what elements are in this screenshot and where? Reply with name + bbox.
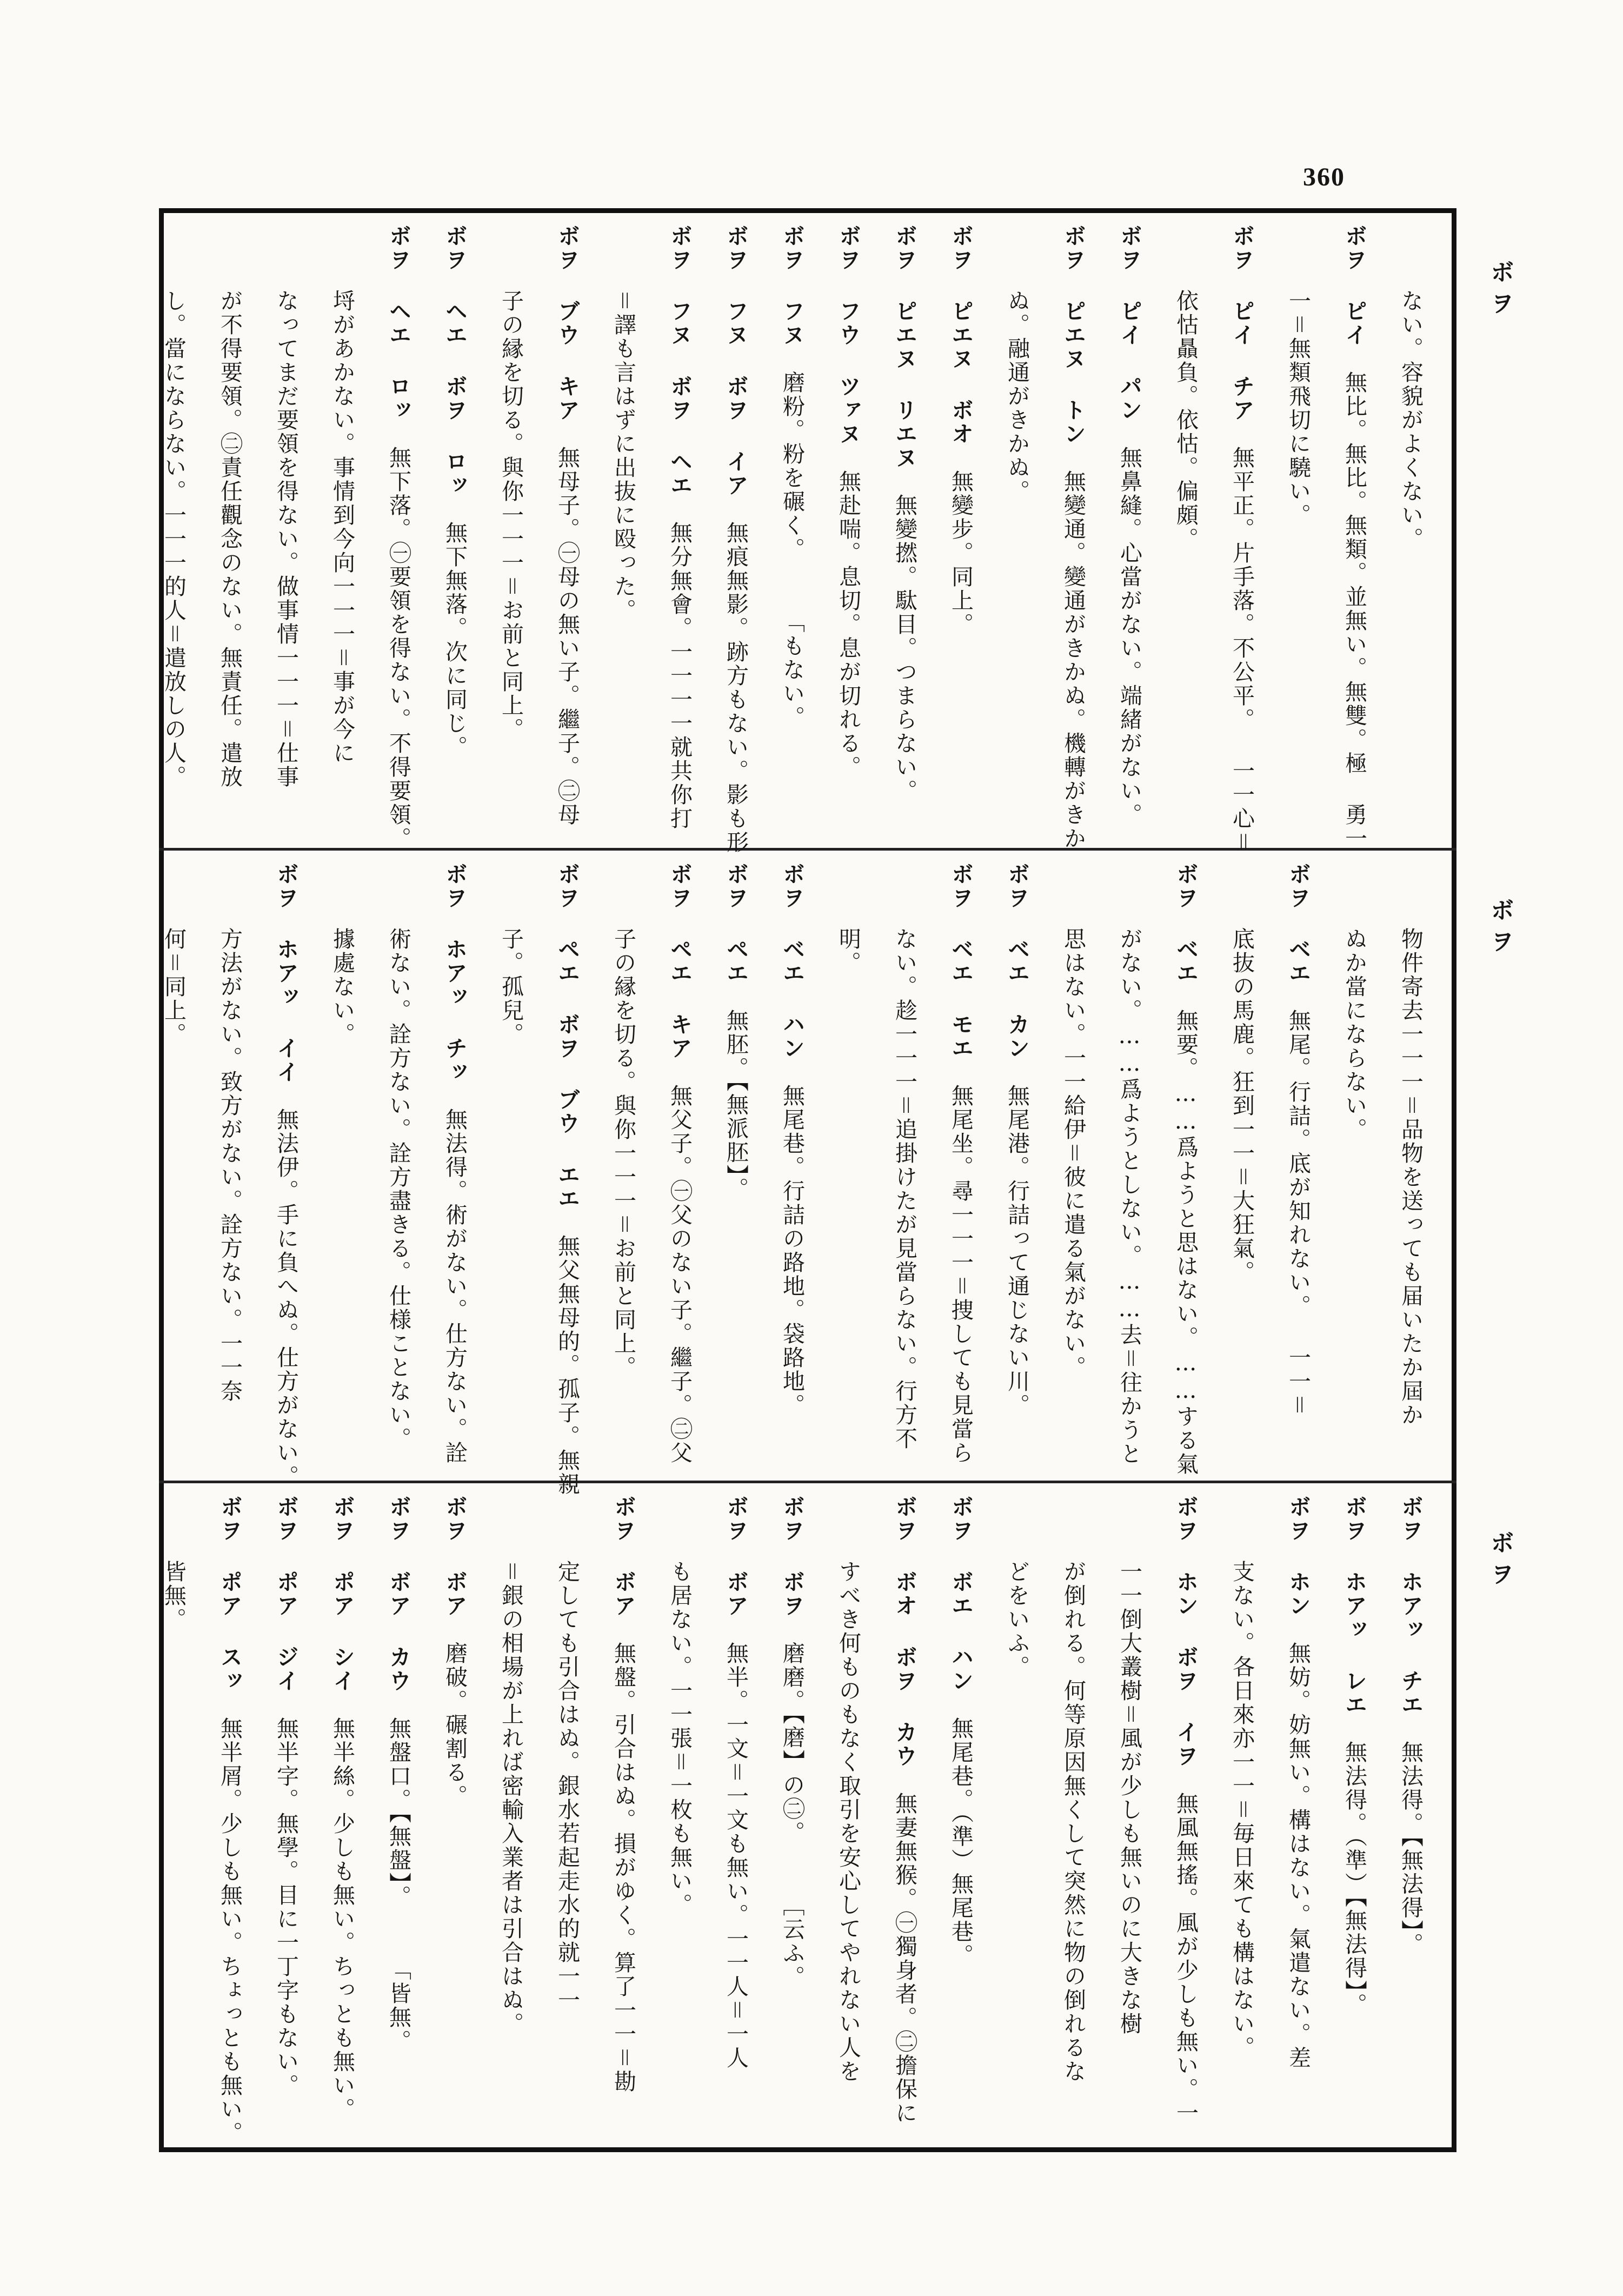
entry-continuation: 一＝無類飛切に驍い。 bbox=[1285, 289, 1311, 527]
entry-definition: 無半字。無學。目に一丁字もない。 bbox=[273, 1717, 299, 2098]
entry-headword-reading: ボヲ ベエ bbox=[1285, 862, 1311, 985]
text-column bbox=[876, 1495, 933, 2139]
entry-continuation: 術ない。詮方ない。詮方盡きる。仕様ことない。 bbox=[385, 927, 411, 1451]
entry-headword-reading: ボヲ ピイ パン bbox=[1116, 224, 1142, 422]
entry-headword-reading: ボヲ ボエ ハン bbox=[948, 1495, 974, 1693]
entry-definition: 無平正。片手落。不公平。 一一心＝ bbox=[1229, 446, 1255, 854]
entry-headword-reading: ボヲ ボヲ bbox=[779, 1495, 805, 1618]
text-column bbox=[876, 224, 933, 835]
page-number: 360 bbox=[1303, 163, 1345, 191]
entry-definition: 無法得。【無法得】。 bbox=[1398, 1741, 1424, 1956]
text-column bbox=[314, 862, 370, 1468]
entry-headword-reading: ボヲ ホン bbox=[1285, 1495, 1311, 1618]
entry-continuation: ぬか當にならない。 bbox=[1341, 927, 1367, 1142]
entry-headword-reading: ボヲ ヘエ ボヲ ロッ bbox=[442, 224, 468, 497]
entry-continuation: 子。孤兒。 bbox=[498, 927, 524, 1046]
entry-headword-reading: ボヲ ブウ キア bbox=[554, 224, 580, 422]
text-column bbox=[820, 862, 876, 1468]
entry-definition: 無法得。術がない。仕方ない。詮 bbox=[442, 1108, 468, 1465]
band-label: ボヲ bbox=[1486, 898, 1514, 960]
text-column bbox=[1270, 862, 1326, 1468]
text-column bbox=[1101, 1495, 1158, 2139]
text-column bbox=[258, 1495, 314, 2139]
entry-continuation: 子の縁を切る。與你一一一＝お前と同上。 bbox=[610, 927, 636, 1379]
text-column bbox=[427, 224, 483, 835]
text-column bbox=[708, 224, 764, 854]
entry-definition: 無尾巷。行詰の路地。袋路地。 bbox=[779, 1084, 805, 1417]
entry-continuation: なってまだ要領を得ない。做事情一一一＝仕事 bbox=[273, 289, 299, 789]
entry-headword-reading: ボヲ ポア シイ bbox=[329, 1495, 355, 1693]
text-column bbox=[1382, 862, 1439, 1468]
text-column bbox=[1101, 862, 1158, 1468]
text-column bbox=[483, 862, 539, 1468]
entry-continuation: どをいふ。 bbox=[1004, 1560, 1030, 1679]
text-column bbox=[1101, 224, 1158, 835]
entry-headword-reading: ボヲ ボア bbox=[610, 1495, 636, 1618]
text-column bbox=[1158, 1495, 1214, 2139]
entry-continuation: 明。 bbox=[835, 927, 861, 975]
text-column bbox=[708, 862, 764, 1468]
entry-definition: 磨磨。【磨】の㊁。 ［云ふ。 bbox=[779, 1642, 805, 1989]
entry-continuation: すべき何ものもなく取引を安心してやれない人を bbox=[835, 1560, 861, 2083]
entry-headword-reading: ボヲ ポア スッ bbox=[217, 1495, 243, 1693]
entry-definition: 無半屑。少しも無い。ちょっとも無い。 bbox=[217, 1717, 243, 2145]
text-column bbox=[539, 1495, 595, 2139]
entry-definition: 無盤口。【無盤】。 「皆無。 bbox=[385, 1717, 411, 2053]
band-divider bbox=[159, 848, 1456, 851]
entry-continuation: 物件寄去一一一＝品物を送っても届いたか屆か bbox=[1398, 927, 1424, 1427]
entry-definition: 無父無母的。孤子。無親 bbox=[554, 1235, 580, 1496]
dictionary-band-top bbox=[161, 224, 1439, 854]
entry-definition: 無半絲。少しも無い。ちっとも無い。 bbox=[329, 1717, 355, 2121]
entry-definition: 無尾。行詰。底が知れない。 一一＝ bbox=[1285, 1009, 1311, 1417]
entry-definition: 無變撚。駄目。つまらない。 bbox=[892, 494, 917, 803]
entry-continuation: も居ない。一一張＝一枚も無い。 bbox=[667, 1560, 693, 1917]
entry-headword-reading: ボヲ ピイ bbox=[1341, 224, 1367, 347]
text-column bbox=[1382, 1495, 1439, 2139]
entry-definition: 無變步。同上。 bbox=[948, 470, 974, 636]
entry-headword-reading: ボヲ ベエ ハン bbox=[779, 862, 805, 1060]
band-label: ボヲ bbox=[1486, 1530, 1514, 1593]
text-column bbox=[483, 1495, 539, 2139]
text-column bbox=[1045, 1495, 1101, 2139]
text-column bbox=[651, 1495, 708, 2139]
entry-headword-reading: ボヲ ベエ bbox=[1173, 862, 1199, 985]
text-column bbox=[820, 224, 876, 835]
entry-definition: 無尾坐。尋一一一＝捜しても見當ら bbox=[948, 1084, 974, 1465]
text-column bbox=[820, 1495, 876, 2139]
entry-definition: 磨粉。粉を碾く。 「もない。 bbox=[779, 371, 805, 729]
entry-definition: 無盤。引合はぬ。損がゆく。算了一一＝勘 bbox=[610, 1642, 636, 2094]
entry-definition: 無半。一文＝一文も無い。一一人＝一人 bbox=[723, 1642, 749, 2070]
entry-headword-reading: ボヲ ペエ キア bbox=[667, 862, 693, 1060]
entry-continuation: 依怙贔負。依怙。偏頗。 bbox=[1173, 289, 1199, 551]
entry-headword-reading: ボヲ フヌ ボヲ イア bbox=[723, 224, 749, 497]
entry-headword-reading: ボヲ ホン ボヲ イヲ bbox=[1173, 1495, 1199, 1768]
dictionary-band-bottom bbox=[161, 1495, 1439, 2145]
text-column bbox=[1326, 862, 1382, 1468]
text-column bbox=[370, 1495, 427, 2139]
entry-definition: 無分無會。一一一一就共你打 bbox=[667, 521, 693, 831]
band-divider bbox=[159, 1481, 1456, 1483]
entry-continuation: 據處ない。 bbox=[329, 927, 355, 1046]
entry-definition: 無胚。【無派胚】。 bbox=[723, 1009, 749, 1201]
entry-headword-reading: ボヲ ホアッ レエ bbox=[1341, 1495, 1367, 1717]
text-column bbox=[427, 1495, 483, 2139]
entry-headword-reading: ボヲ ホアッ イイ bbox=[273, 862, 299, 1084]
entry-continuation: 底抜の馬鹿。狂到一一＝大狂氣。 bbox=[1229, 927, 1255, 1284]
text-column bbox=[1214, 224, 1270, 854]
text-column bbox=[1382, 224, 1439, 835]
entry-headword-reading: ボヲ ボア bbox=[723, 1495, 749, 1618]
text-column bbox=[1158, 224, 1214, 835]
entry-headword-reading: ボヲ フヌ ボヲ ヘエ bbox=[667, 224, 693, 497]
entry-definition: 無尾港。行詰って通じない川。 bbox=[1004, 1084, 1030, 1417]
entry-continuation: 思はない。一一給伊＝彼に遣る氣がない。 bbox=[1060, 927, 1086, 1379]
text-column bbox=[202, 862, 258, 1468]
text-column bbox=[989, 1495, 1045, 2139]
text-column bbox=[1326, 1495, 1382, 2139]
text-column bbox=[370, 224, 427, 851]
entry-definition: 無下落。㊀要領を得ない。不得要領。 bbox=[385, 446, 411, 851]
entry-continuation: 何＝同上。 bbox=[161, 927, 187, 1046]
text-column bbox=[1214, 862, 1270, 1468]
text-column bbox=[1158, 862, 1214, 1476]
text-column bbox=[1270, 224, 1326, 835]
entry-continuation: 一一倒大叢樹＝風が少しも無いのに大きな樹 bbox=[1116, 1560, 1142, 2036]
entry-definition: 無痕無影。跡方もない。影も形 bbox=[723, 521, 749, 854]
entry-continuation: 方法がない。致方がない。詮方ない。一一奈 bbox=[217, 927, 243, 1403]
entry-headword-reading: ボヲ ベエ モエ bbox=[948, 862, 974, 1060]
text-column bbox=[933, 862, 989, 1468]
entry-headword-reading: ボヲ ポア ジイ bbox=[273, 1495, 299, 1693]
entry-continuation: ない。趁一一一＝追掛けたが見當らない。行方不 bbox=[892, 927, 917, 1451]
text-column bbox=[651, 224, 708, 835]
entry-headword-reading: ボヲ ヘエ ロッ bbox=[385, 224, 411, 422]
text-column bbox=[595, 1495, 651, 2139]
entry-continuation: 支ない。各日來亦一一＝毎日來ても構はない。 bbox=[1229, 1560, 1255, 2060]
entry-definition: 無下無落。次に同じ。 bbox=[442, 521, 468, 759]
entry-headword-reading: ボヲ ピエヌ ボオ bbox=[948, 224, 974, 446]
text-column bbox=[933, 1495, 989, 2139]
text-column bbox=[483, 224, 539, 835]
entry-definition: 無變通。變通がきかぬ。機轉がきか bbox=[1060, 470, 1086, 851]
text-column bbox=[539, 862, 595, 1496]
text-column bbox=[989, 862, 1045, 1468]
entry-headword-reading: ボヲ フウ ツァヌ bbox=[835, 224, 861, 446]
text-column bbox=[708, 1495, 764, 2139]
text-column bbox=[651, 862, 708, 1468]
entry-definition: 無赴喘。息切。息が切れる。 bbox=[835, 470, 861, 779]
entry-continuation: し。當にならない。一一一的人＝遣放しの人。 bbox=[161, 289, 187, 789]
entry-definition: 無母子。㊀母の無い子。繼子。㊁母 bbox=[554, 446, 580, 827]
entry-continuation: 埒があかない。事情到今向一一一＝事が今に bbox=[329, 289, 355, 765]
text-column bbox=[539, 224, 595, 835]
text-column bbox=[1326, 224, 1382, 851]
entry-headword-reading: ボヲ ピエヌ リエヌ bbox=[892, 224, 917, 470]
text-column bbox=[876, 862, 933, 1468]
entry-continuation: ＝譯も言はずに出抜に殴った。 bbox=[610, 289, 636, 622]
entry-headword-reading: ボヲ ベエ カン bbox=[1004, 862, 1030, 1060]
band-label: ボヲ bbox=[1486, 260, 1514, 322]
entry-definition: 無父子。㊀父のない子。繼子。㊁父 bbox=[667, 1084, 693, 1465]
entry-headword-reading: ボヲ ピイ チア bbox=[1229, 224, 1255, 422]
text-column bbox=[595, 224, 651, 835]
text-column bbox=[145, 862, 202, 1468]
text-column bbox=[1045, 862, 1101, 1468]
text-column bbox=[370, 862, 427, 1468]
entry-definition: 無比。無比。無類。並無い。無雙。極 勇一 bbox=[1341, 371, 1367, 851]
text-column bbox=[202, 1495, 258, 2145]
entry-continuation: 子の縁を切る。與你一一一＝お前と同上。 bbox=[498, 289, 524, 741]
text-column bbox=[1270, 1495, 1326, 2139]
text-column bbox=[933, 224, 989, 835]
entry-continuation: 定しても引合はぬ。銀水若起走水的就一一 bbox=[554, 1560, 580, 2012]
entry-headword-reading: ボヲ ボア bbox=[442, 1495, 468, 1618]
text-column bbox=[427, 862, 483, 1468]
entry-headword-reading: ボヲ ボア カウ bbox=[385, 1495, 411, 1693]
entry-headword-reading: ボヲ フヌ bbox=[779, 224, 805, 347]
entry-headword-reading: ボヲ ホアッ チエ bbox=[1398, 1495, 1424, 1717]
text-column bbox=[764, 1495, 820, 2139]
text-column bbox=[202, 224, 258, 835]
entry-continuation: がない。……爲ようとしない。……去＝往かうと bbox=[1116, 927, 1142, 1466]
text-column bbox=[1045, 224, 1101, 851]
entry-headword-reading: ボヲ ピエヌ トン bbox=[1060, 224, 1086, 446]
entry-definition: 無法伊。手に負へぬ。仕方がない。 bbox=[273, 1108, 299, 1489]
text-column bbox=[595, 862, 651, 1468]
entry-headword-reading: ボヲ ボオ ボヲ カウ bbox=[892, 1495, 917, 1768]
entry-definition: 磨破。碾割る。 bbox=[442, 1642, 468, 1808]
entry-definition: 無風無搖。風が少しも無い。一 bbox=[1173, 1792, 1199, 2125]
text-column bbox=[258, 862, 314, 1489]
text-column bbox=[764, 862, 820, 1468]
text-column bbox=[145, 1495, 202, 2139]
entry-headword-reading: ボヲ ペエ bbox=[723, 862, 749, 985]
text-column bbox=[314, 224, 370, 835]
text-column bbox=[764, 224, 820, 835]
text-column bbox=[989, 224, 1045, 835]
entry-definition: 無尾巷。（準）無尾巷。 bbox=[948, 1717, 974, 1968]
text-column bbox=[314, 1495, 370, 2139]
entry-definition: 無鼻縫。心當がない。端緒がない。 bbox=[1116, 446, 1142, 827]
text-column bbox=[145, 224, 202, 835]
text-column bbox=[258, 224, 314, 835]
entry-continuation: ぬ。融通がきかぬ。 bbox=[1004, 289, 1030, 503]
entry-continuation: が倒れる。何等原因無くして突然に物の倒れるな bbox=[1060, 1560, 1086, 2083]
entry-definition: 無要。……爲ようと思はない。……する氣 bbox=[1173, 1009, 1199, 1476]
entry-continuation: 皆無。 bbox=[161, 1560, 187, 1631]
entry-definition: 無法得。（準）【無法得】。 bbox=[1341, 1741, 1367, 2017]
entry-definition: 無妨。妨無い。構はない。氣遣ない。差 bbox=[1285, 1642, 1311, 2070]
entry-continuation: が不得要領。㊁責任觀念のない。無責任。遣放 bbox=[217, 289, 243, 789]
dictionary-band-middle bbox=[161, 862, 1439, 1496]
entry-continuation: ない。容貌がよくない。 bbox=[1398, 289, 1424, 551]
entry-headword-reading: ボヲ ペエ ボヲ ブウ エエ bbox=[554, 862, 580, 1211]
entry-headword-reading: ボヲ ホアッ チッ bbox=[442, 862, 468, 1084]
entry-definition: 無妻無猴。㊀獨身者。㊁擔保に bbox=[892, 1792, 917, 2125]
text-column bbox=[1214, 1495, 1270, 2139]
entry-continuation: ＝銀の相場が上れば密輸入業者は引合はぬ。 bbox=[498, 1560, 524, 2036]
